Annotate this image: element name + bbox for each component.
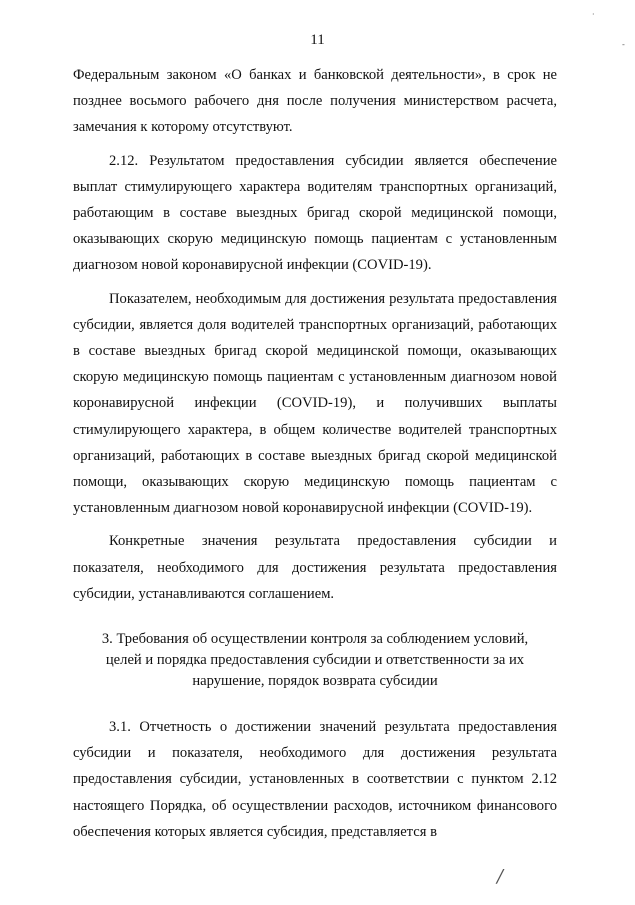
footer-slash-mark: / — [497, 866, 504, 887]
paragraph-3-1: 3.1. Отчетность о достижении значений результата предоставления субсидии и показателя, необходимого для достижения результата предоставления субсидии, установленных в соответствии с пунктом 2.12 настоящего Порядка, об осуществлении расходов, источником финансового обеспечения которых является субсидия, представляется в — [73, 719, 557, 840]
paragraph-specific-values: Конкретные значения результата предоставления субсидии и показателя, необходимого для достижения результата предоставления субсидии, устанавливаются соглашением. — [73, 533, 557, 602]
paragraph-continuation: Федеральным законом «О банках и банковской деятельности», в срок не позднее восьмого рабочего дня после получения министерством расчета, замечания к которому отсутствуют. — [73, 67, 557, 136]
section-heading-line-2: целей и порядка предоставления субсидии и ответственности за их — [105, 652, 525, 669]
page-number: 11 — [310, 32, 325, 48]
section-3-heading — [73, 629, 557, 692]
section-heading-line-1: 3. Требования об осуществлении контроля за соблюдением условий, — [101, 631, 529, 648]
paragraph-indicator: Показателем, необходимым для достижения результата предоставления субсидии, является доля водителей транспортных организаций, работающих в составе выездных бригад скорой медицинской помощи, оказывающих скорую медицинскую помощь пациентам с установленным диагнозом новой коронавирусной инфекции (COVID-19), и получивших выплаты стимулирующего характера, в общем количестве водителей транспортных организаций, работающих в составе выездных бригад скорой медицинской помощи, оказывающих скорую медицинскую помощь пациентам с установленным диагнозом новой коронавирусной инфекции (COVID-19). — [73, 290, 557, 517]
scan-mark-top-right: · — [592, 10, 595, 19]
scan-mark-right: - — [622, 40, 625, 49]
paragraph-2-12: 2.12. Результатом предоставления субсидии является обеспечение выплат стимулирующего характера водителям транспортных организаций, работающим в составе выездных бригад скорой медицинской помощи, оказывающих скорую медицинскую помощь пациентам с установленным диагнозом новой коронавирусной инфекции (COVID-19). — [73, 152, 557, 274]
document-body — [73, 62, 557, 845]
section-heading-line-3: нарушение, порядок возврата субсидии — [192, 673, 438, 690]
